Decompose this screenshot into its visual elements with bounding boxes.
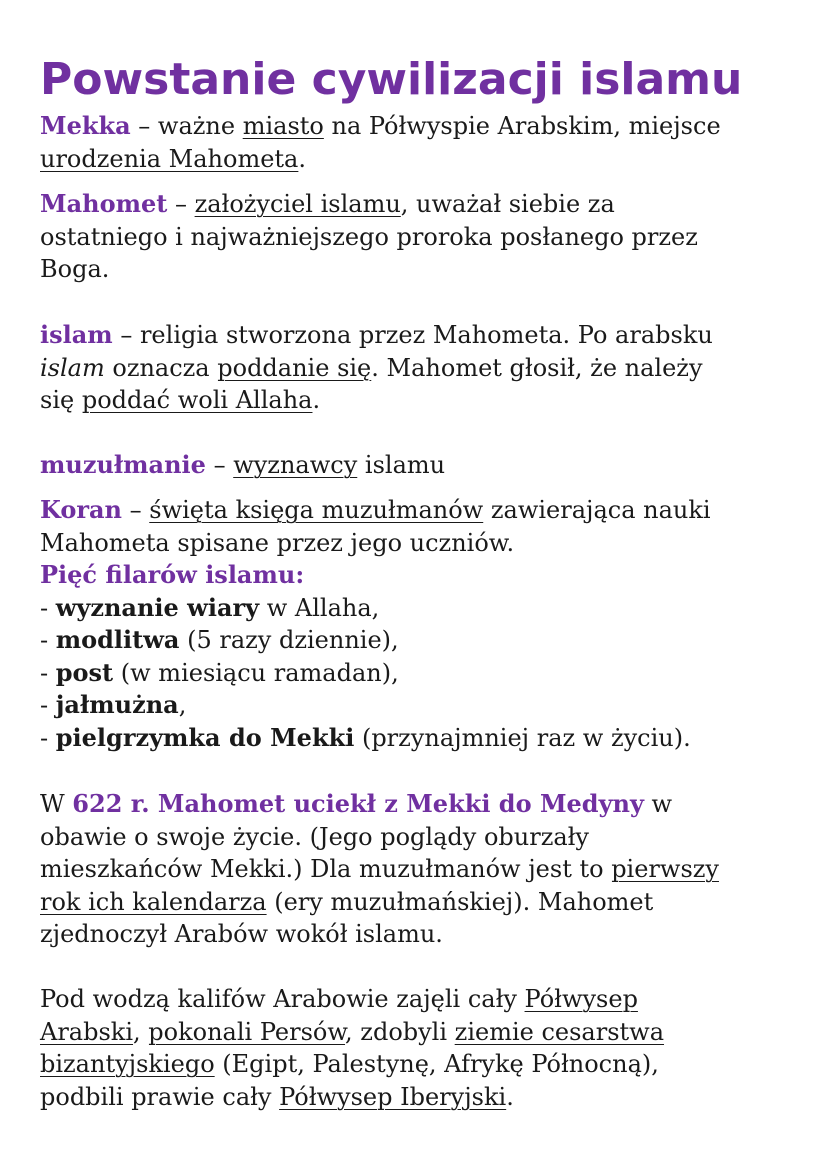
text: mieszkańców Mekki.) Dla muzułmanów jest to	[40, 855, 612, 883]
pillar-name: modlitwa	[55, 625, 180, 654]
definition-line	[40, 319, 805, 352]
text: w	[643, 790, 673, 818]
text: –	[205, 451, 234, 479]
underlined-text: Arabski	[40, 1017, 134, 1046]
list-dash: -	[40, 723, 56, 752]
paragraph-line	[40, 853, 805, 886]
paragraph-line	[40, 886, 805, 919]
paragraph-caliphs	[40, 983, 805, 1113]
key-event: 622 r. Mahomet uciekł z Mekki do Medyny	[72, 789, 644, 818]
page-title: Powstanie cywilizacji islamu	[40, 54, 743, 105]
list-dash: -	[40, 593, 56, 622]
definition-mekka	[40, 110, 805, 175]
definition-islam	[40, 319, 805, 417]
underlined-text: wyznawcy	[233, 451, 358, 479]
definition-line	[40, 188, 805, 221]
paragraph-line	[40, 788, 805, 821]
term-mahomet: Mahomet	[40, 189, 168, 218]
text: islamu	[357, 451, 446, 479]
underlined-text: ziemie cesarstwa	[454, 1017, 665, 1046]
text: podbili prawie cały	[40, 1082, 280, 1111]
text: , uważał siebie za	[400, 190, 615, 218]
text: .	[312, 386, 321, 414]
paragraph-line	[40, 1016, 805, 1049]
pillar-name: jałmużna	[55, 690, 179, 719]
text: ,	[133, 1017, 149, 1046]
list-dash: -	[40, 626, 56, 654]
definition-mahomet	[40, 188, 805, 286]
definition-line	[40, 494, 805, 527]
text: ,	[178, 691, 187, 719]
underlined-text: miasto	[242, 112, 324, 140]
text: (ery muzułmańskiej). Mahomet	[266, 887, 654, 916]
definition-line	[40, 110, 805, 143]
definition-line: Boga.	[40, 255, 110, 283]
paragraph-line	[40, 1081, 805, 1114]
pillar-item	[40, 624, 805, 657]
text: – ważne	[130, 112, 243, 140]
underlined-text: pokonali Persów	[148, 1017, 346, 1046]
definition-line: ostatniego i najważniejszego proroka posłanego przez	[40, 222, 698, 251]
text: (przynajmniej raz w życiu).	[354, 723, 691, 752]
text: . Mahomet głosił, że należy	[371, 353, 703, 382]
underlined-text: poddanie się	[217, 353, 372, 382]
underlined-text: Półwysep Iberyjski	[279, 1082, 507, 1111]
underlined-text: bizantyjskiego	[40, 1050, 215, 1078]
text: się	[40, 386, 82, 414]
text: w Allaha,	[259, 593, 380, 622]
pillar-name: wyznanie wiary	[55, 592, 260, 622]
term-koran: Koran	[40, 495, 122, 524]
pillar-item	[40, 689, 805, 722]
text: oznacza	[104, 353, 218, 382]
definition-koran	[40, 494, 805, 754]
text: – religia stworzona przez Mahometa. Po arabsku	[112, 321, 713, 349]
text: , zdobyli	[345, 1017, 455, 1046]
pillars-heading: Pięć filarów islamu:	[40, 560, 305, 589]
term-muzulmanie: muzułmanie	[40, 450, 206, 479]
text: (w miesiącu ramadan),	[113, 658, 399, 687]
underlined-text: poddać woli Allaha	[81, 386, 313, 414]
text: –	[121, 496, 150, 524]
underlined-text: rok ich kalendarza	[40, 887, 267, 916]
text: .	[506, 1082, 514, 1111]
term-islam: islam	[40, 320, 113, 349]
underlined-text: święta księga muzułmanów	[149, 496, 484, 524]
text: (5 razy dziennie),	[179, 626, 399, 654]
paragraph-line	[40, 1048, 805, 1081]
text: Pod wodzą kalifów Arabowie zajęli cały	[40, 985, 525, 1013]
underlined-text: Półwysep	[524, 985, 638, 1013]
text: zawierająca nauki	[483, 496, 711, 524]
paragraph-line	[40, 983, 805, 1016]
text: W	[40, 790, 73, 818]
pillar-item	[40, 592, 805, 625]
text: –	[167, 190, 195, 218]
underlined-text: założyciel islamu	[194, 190, 401, 218]
paragraph-line: zjednoczył Arabów wokół islamu.	[40, 920, 443, 948]
definition-line: Mahometa spisane przez jego uczniów.	[40, 528, 515, 557]
italic-text: islam	[40, 353, 105, 382]
underlined-text: pierwszy	[611, 855, 719, 883]
pillar-name: post	[55, 657, 114, 687]
pillar-item	[40, 722, 805, 755]
text: na Półwyspie Arabskim, miejsce	[323, 112, 721, 140]
paragraph-hijra	[40, 788, 805, 951]
paragraph-line: obawie o swoje życie. (Jego poglądy oburzały	[40, 822, 589, 851]
underlined-text: urodzenia Mahometa	[40, 144, 299, 173]
text: (Egipt, Palestynę, Afrykę Północną),	[214, 1050, 659, 1078]
definition-line	[40, 352, 805, 385]
term-mekka: Mekka	[40, 111, 131, 140]
definition-line	[40, 143, 805, 176]
text: .	[298, 144, 307, 173]
list-dash: -	[40, 691, 56, 719]
pillar-name: pielgrzymka do Mekki	[55, 722, 355, 752]
pillar-item	[40, 657, 805, 690]
definition-line	[40, 384, 805, 417]
list-dash: -	[40, 658, 56, 687]
definition-muzulmanie	[40, 449, 805, 482]
definition-line	[40, 449, 805, 482]
